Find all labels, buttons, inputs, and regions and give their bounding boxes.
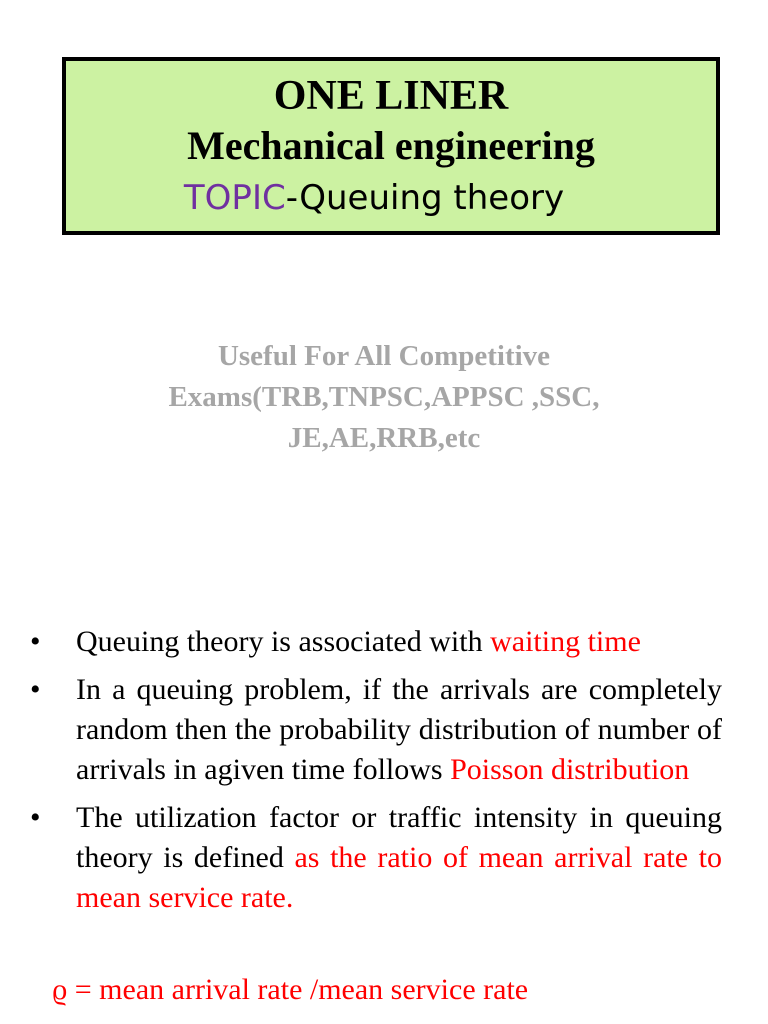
bullet-text: Queuing theory is associated with [76,625,491,658]
subtitle [0,336,768,459]
bullet-icon: • [30,673,41,706]
utilization-formula: ϱ = mean arrival rate /mean service rate [52,973,529,1006]
list-item [30,798,722,918]
subtitle-line-2: Exams(TRB,TNPSC,APPSC ,SSC, [168,381,600,413]
title-box [62,57,720,235]
title-heading: ONE LINER [273,73,509,119]
bullet-highlight: Poisson distribution [450,753,690,786]
list-item [30,670,722,790]
subtitle-line-3: JE,AE,RRB,etc [287,422,481,454]
bullet-icon: • [30,625,41,658]
topic-label: TOPIC [183,178,286,218]
bullet-highlight: waiting time [490,625,641,658]
bullet-list [30,622,722,926]
title-topic [32,175,716,221]
bullet-text: In a queuing problem, if the arrivals are completely random then the probability distribution of number of arrivals in agiven time follows [76,673,722,786]
subtitle-line-1: Useful For All Competitive [217,340,551,372]
list-item [30,622,722,662]
bullet-highlight: as the ratio of mean arrival rate to mean service rate. [76,841,722,914]
bullet-icon: • [30,801,41,834]
topic-name: -Queuing theory [285,178,565,218]
bullet-text: The utilization factor or traffic intensity in queuing theory is defined [76,801,722,874]
title-subject: Mechanical engineering [187,123,595,168]
